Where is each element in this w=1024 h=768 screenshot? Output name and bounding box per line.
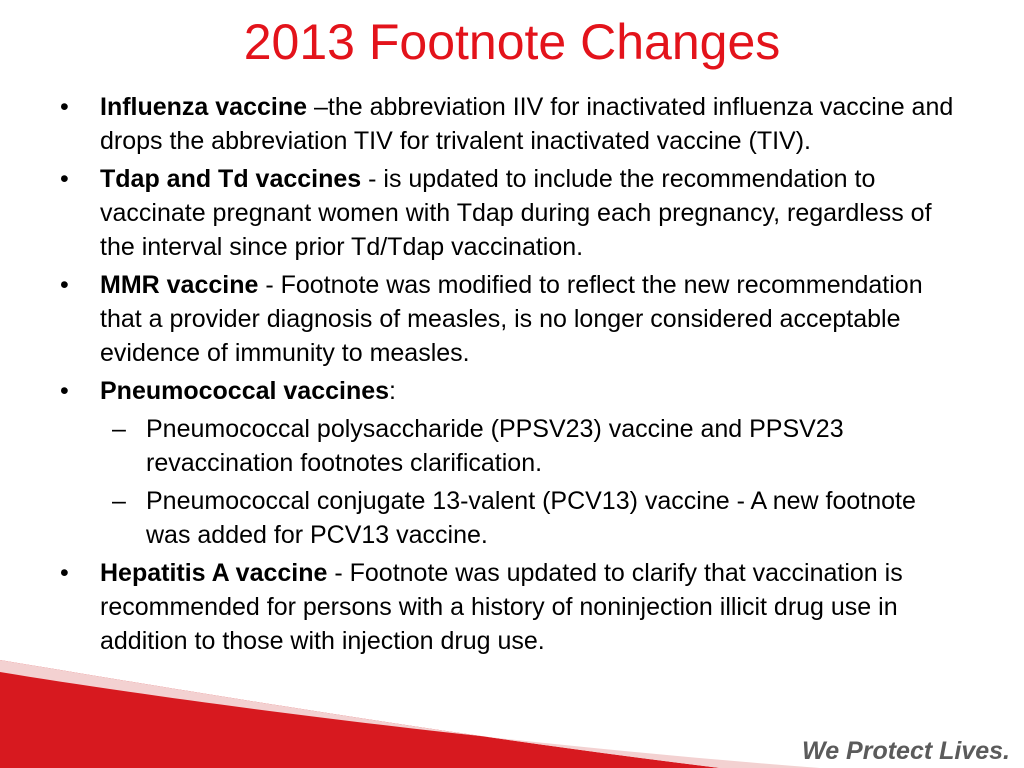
bullet-list [56,90,956,662]
bullet-heading: MMR vaccine [100,271,259,299]
bullet-item-influenza [56,90,956,158]
bullet-icon: • [60,559,69,587]
bullet-icon: • [60,165,69,193]
sub-item-ppsv23 [56,412,956,480]
bullet-text: - Footnote was updated to clarify that vaccination is recommended for persons with a history of noninjection illicit drug use in addition to those with injection drug use. [100,559,903,655]
sub-item-pcv13 [56,484,956,552]
bullet-item-tdap [56,162,956,264]
bullet-heading: Tdap and Td vaccines [100,165,362,193]
sub-item-text: Pneumococcal polysaccharide (PPSV23) vaccine and PPSV23 revaccination footnotes clarification. [146,415,844,477]
bullet-icon: • [60,93,69,121]
bullet-text: - is updated to include the recommendation to vaccinate pregnant women with Tdap during each pregnancy, regardless of the interval since prior Td/Tdap vaccination. [100,165,932,261]
dash-icon: – [112,487,126,515]
bullet-item-pneumococcal [56,374,956,408]
bullet-heading: Hepatitis A vaccine [100,559,328,587]
bullet-icon: • [60,377,69,405]
bullet-item-mmr [56,268,956,370]
bullet-text: –the abbreviation IIV for inactivated influenza vaccine and drops the abbreviation TIV for trivalent inactivated vaccine (TIV). [100,93,954,155]
bullet-icon: • [60,271,69,299]
sub-item-text: Pneumococcal conjugate 13-valent (PCV13) vaccine - A new footnote was added for PCV13 vaccine. [146,487,916,549]
tagline: We Protect Lives. [802,737,1010,765]
dash-icon: – [112,415,126,443]
slide-title: 2013 Footnote Changes [243,14,781,70]
bullet-heading: Pneumococcal vaccines [100,377,390,405]
bullet-heading: Influenza vaccine [100,93,308,121]
bullet-text: : [389,377,396,405]
bullet-item-hepatitis-a [56,556,956,658]
bullet-text: - Footnote was modified to reflect the new recommendation that a provider diagnosis of measles, is no longer considered acceptable evidence of immunity to measles. [100,271,923,367]
